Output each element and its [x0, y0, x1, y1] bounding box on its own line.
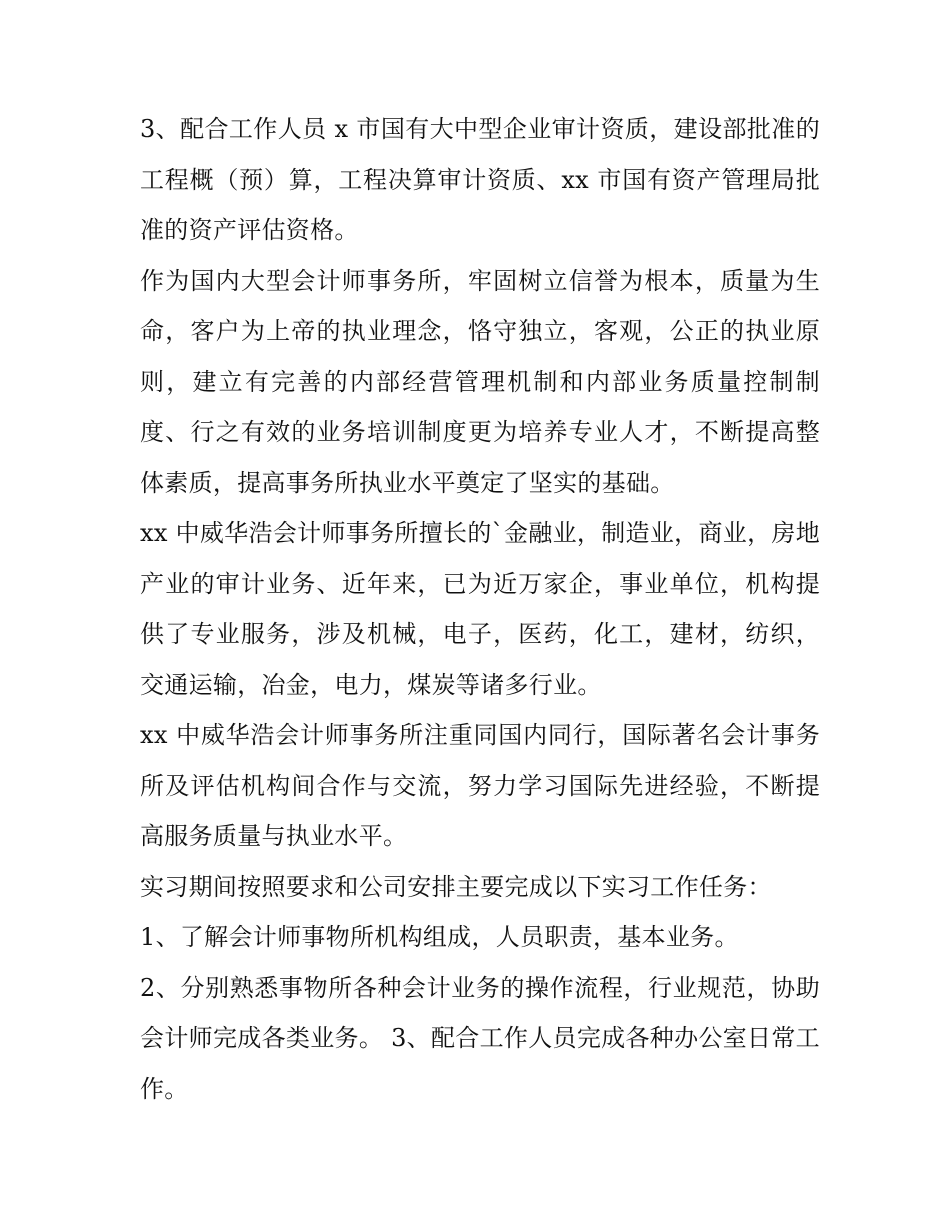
paragraph-internship-intro: 实习期间按照要求和公司安排主要完成以下实习工作任务： — [140, 872, 772, 901]
paragraph-task-1: 1、了解会计师事物所机构组成，人员职责，基本业务。 — [140, 923, 739, 951]
paragraph-firm-philosophy: 作为国内大型会计师事务所，牢固树立信誉为根本，质量为生命，客户为上帝的执业理念，恪守独立，客观，公正的执业原则，建立有完善的内部经营管理机制和内部业务质量控制制度、行之有效的业务培训制度更为培养专业人才，不断提高整体素质，提高事务所执业水平奠定了坚实的基础。 — [140, 266, 820, 497]
paragraph-task-2-3: 2、分别熟悉事物所各种会计业务的操作流程，行业规范，协助会计师完成各类业务。 3、配合工作人员完成各种办公室日常工作。 — [140, 973, 820, 1103]
paragraph-cooperation: xx 中威华浩会计师事务所注重同国内同行，国际著名会计事务所及评估机构间合作与交流，努力学习国际先进经验，不断提高服务质量与执业水平。 — [140, 721, 820, 850]
paragraph-qualifications: 3、配合工作人员 x 市国有大中型企业审计资质，建设部批准的工程概（预）算，工程决算审计资质、xx 市国有资产管理局批准的资产评估资格。 — [140, 115, 820, 244]
paragraph-industries: xx 中威华浩会计师事务所擅长的`金融业，制造业，商业，房地产业的审计业务、近年来，已为近万家企，事业单位，机构提供了专业服务，涉及机械，电子，医药，化工，建材，纺织，交通运输，冶金，电力，煤炭等诸多行业。 — [140, 519, 820, 699]
document-body — [140, 104, 820, 1114]
